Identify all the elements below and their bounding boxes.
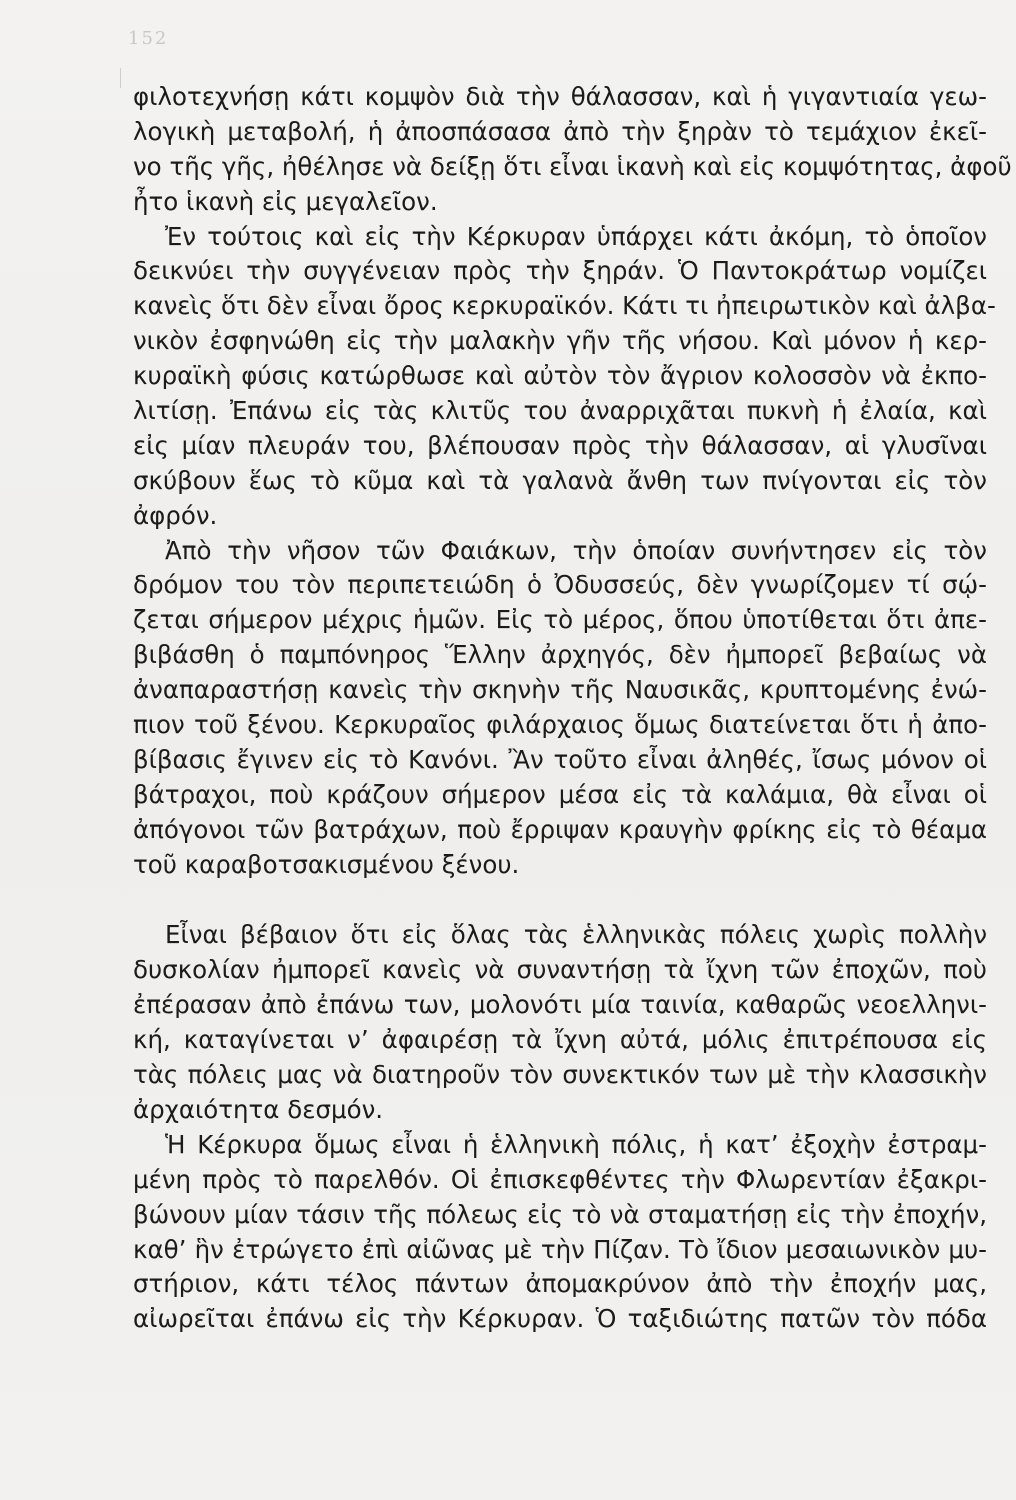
text-line: τοῦ καραβοτσακισμένου ξένου. [133,849,520,879]
text-line: στήριον, κάτι τέλος πάντων ἀπομακρύνον ἀπὸ τὴν ἐποχήν μας, [133,1269,987,1299]
page-number: 152 [128,28,169,49]
text-line: αἰωρεῖται ἐπάνω εἰς τὴν Κέρκυραν. Ὁ ταξιδιώτης πατῶν τὸν πόδα [133,1304,987,1334]
text-line: βώνουν μίαν τάσιν τῆς πόλεως εἰς τὸ νὰ σταματήσῃ εἰς τὴν ἐποχήν, [133,1199,987,1229]
text-line: καθ’ ἣν ἐτρώγετο ἐπὶ αἰῶνας μὲ τὴν Πίζαν. Τὸ ἴδιον μεσαιωνικὸν μυ- [133,1234,987,1264]
text-line: σκύβουν ἕως τὸ κῦμα καὶ τὰ γαλανὰ ἄνθη των πνίγονται εἰς τὸν [133,465,987,495]
text-line: τὰς πόλεις μας νὰ διατηροῦν τὸν συνεκτικόν των μὲ τὴν κλασσικὴν [133,1060,987,1090]
text-line: ἀπόγονοι τῶν βατράχων, ποὺ ἔρριψαν κραυγὴν φρίκης εἰς τὸ θέαμα [133,814,987,844]
body-text [133,80,1012,1337]
paragraph-5 [133,1128,987,1337]
text-line: Ἀπὸ τὴν νῆσον τῶν Φαιάκων, τὴν ὁποίαν συνήντησεν εἰς τὸν [165,535,987,565]
text-line: νικὸν ἐσφηνώθη εἰς τὴν μαλακὴν γῆν τῆς νήσου. Καὶ μόνον ἡ κερ- [133,326,987,356]
paragraph-4 [133,918,987,1127]
text-line: βίβασις ἔγινεν εἰς τὸ Κανόνι. Ἂν τοῦτο εἶναι ἀληθές, ἴσως μόνον οἱ [133,744,987,774]
text-line: βιβάσθη ὁ παμπόνηρος Ἕλλην ἀρχηγός, δὲν ἠμπορεῖ βεβαίως νὰ [133,640,987,670]
text-line: ἦτο ἱκανὴ εἰς μεγαλεῖον. [133,186,438,216]
text-line: βάτραχοι, ποὺ κράζουν σήμερον μέσα εἰς τὰ καλάμια, θὰ εἶναι οἱ [133,779,987,809]
margin-mark [120,68,121,88]
text-line: ἀφρόν. [133,500,218,530]
text-line: δεικνύει τὴν συγγένειαν πρὸς τὴν ξηράν. Ὁ Παντοκράτωρ νομίζει [133,256,987,286]
text-line: ἐπέρασαν ἀπὸ ἐπάνω των, μολονότι μία ταινία, καθαρῶς νεοελληνι- [133,990,987,1020]
paragraph-3 [133,534,987,883]
text-line: δυσκολίαν ἠμπορεῖ κανεὶς νὰ συναντήσῃ τὰ ἴχνη τῶν ἐποχῶν, ποὺ [133,955,987,985]
text-line: Εἶναι βέβαιον ὅτι εἰς ὅλας τὰς ἑλληνικὰς πόλεις χωρὶς πολλὴν [165,920,987,950]
paragraph-1 [133,80,1012,220]
text-line: Ἐν τούτοις καὶ εἰς τὴν Κέρκυραν ὑπάρχει κάτι ἀκόμη, τὸ ὁποῖον [165,221,987,251]
text-line: κυραϊκὴ φύσις κατώρθωσε καὶ αὐτὸν τὸν ἄγριον κολοσσὸν νὰ ἐκπο- [133,361,987,391]
text-line: ἀρχαιότητα δεσμόν. [133,1094,384,1124]
text-line: εἰς μίαν πλευράν του, βλέπουσαν πρὸς τὴν θάλασσαν, αἱ γλυσῖναι [133,430,987,460]
text-line: ζεται σήμερον μέχρις ἡμῶν. Εἰς τὸ μέρος, ὅπου ὑποτίθεται ὅτι ἀπε- [133,605,987,635]
text-line: νο τῆς γῆς, ἠθέλησε νὰ δείξῃ ὅτι εἶναι ἱκανὴ καὶ εἰς κομψότητας, ἀφοῦ [133,151,1012,181]
text-line: μένη πρὸς τὸ παρελθόν. Οἱ ἐπισκεφθέντες τὴν Φλωρεντίαν ἐξακρι- [133,1164,987,1194]
text-line: πιον τοῦ ξένου. Κερκυραῖος φιλάρχαιος ὅμως διατείνεται ὅτι ἡ ἀπο- [133,710,987,740]
text-line: φιλοτεχνήσῃ κάτι κομψὸν διὰ τὴν θάλασσαν, καὶ ἡ γιγαντιαία γεω- [133,82,987,111]
text-line: κανεὶς ὅτι δὲν εἶναι ὄρος κερκυραϊκόν. Κάτι τι ἠπειρωτικὸν καὶ ἀλβα- [133,291,996,321]
paragraph-2 [133,220,996,534]
section-gap [133,882,987,918]
text-line: Ἡ Κέρκυρα ὅμως εἶναι ἡ ἑλληνικὴ πόλις, ἡ κατ’ ἐξοχὴν ἐστραμ- [165,1129,987,1159]
text-line: δρόμον του τὸν περιπετειώδη ὁ Ὀδυσσεύς, δὲν γνωρίζομεν τί σῴ- [133,570,987,600]
text-line: κή, καταγίνεται ν’ ἀφαιρέσῃ τὰ ἴχνη αὐτά, μόλις ἐπιτρέπουσα εἰς [133,1025,987,1055]
text-line: ἀναπαραστήσῃ κανεὶς τὴν σκηνὴν τῆς Ναυσικᾶς, κρυπτομένης ἐνώ- [133,675,987,705]
text-line: λογικὴ μεταβολή, ἡ ἀποσπάσασα ἀπὸ τὴν ξηρὰν τὸ τεμάχιον ἐκεῖ- [133,116,987,146]
text-line: λιτίσῃ. Ἐπάνω εἰς τὰς κλιτῦς του ἀναρριχᾶται πυκνὴ ἡ ἐλαία, καὶ [133,396,987,426]
